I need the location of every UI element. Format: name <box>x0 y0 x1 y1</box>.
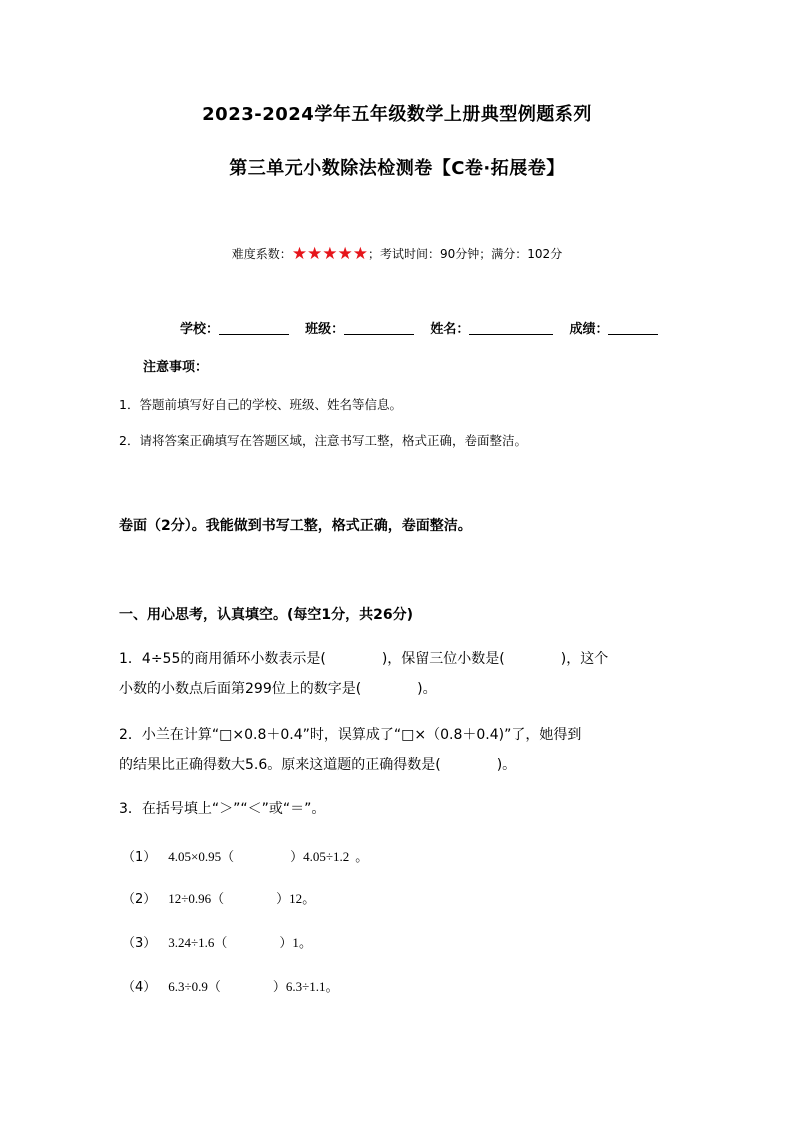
score-label: 成绩： <box>569 322 609 337</box>
notice-heading: 注意事项： <box>143 360 209 375</box>
item-index: （3） <box>122 936 157 951</box>
name-label: 姓名： <box>430 322 470 337</box>
exam-meta <box>0 244 794 264</box>
right-expression: ）4.05÷1.2 <box>290 849 350 864</box>
question-2-line-2: 的结果比正确得数大5.6。原来这道题的正确得数是( )。 <box>119 757 517 773</box>
question-1-line-1: 1．4÷55的商用循环小数表示是( )，保留三位小数是( )，这个 <box>119 651 609 667</box>
right-expression: ）12 <box>276 891 303 906</box>
exam-unit-title: 第三单元小数除法检测卷【C卷·拓展卷】 <box>229 158 565 179</box>
left-expression: 3.24÷1.6（ <box>168 935 228 950</box>
class-label: 班级： <box>305 322 345 337</box>
student-info-row <box>180 318 680 337</box>
school-blank[interactable] <box>219 321 289 335</box>
comparison-item <box>122 888 315 907</box>
exam-series-title: 2023-2024学年五年级数学上册典型例题系列 <box>202 104 592 125</box>
section-heading: 一、用心思考，认真填空。(每空1分，共26分) <box>119 607 414 623</box>
notice-item: 2．请将答案正确填写在答题区域，注意书写工整，格式正确，卷面整洁。 <box>119 433 527 448</box>
question-2-line-1: 2．小兰在计算“□×0.8＋0.4”时，误算成了“□×（0.8＋0.4)”了，她得到 <box>119 727 582 743</box>
notice-item: 1．答题前填写好自己的学校、班级、姓名等信息。 <box>119 397 402 412</box>
left-expression: 4.05×0.95（ <box>168 849 235 864</box>
left-expression: 12÷0.96（ <box>168 891 225 906</box>
name-blank[interactable] <box>469 321 553 335</box>
neatness-requirement: 卷面（2分）。我能做到书写工整，格式正确，卷面整洁。 <box>119 518 472 534</box>
right-expression: ）1 <box>279 935 299 950</box>
class-field <box>305 318 426 337</box>
period: 。 <box>355 850 369 865</box>
score-field <box>569 318 658 337</box>
comparison-item <box>122 976 339 995</box>
comparison-item <box>122 846 368 865</box>
period: 。 <box>325 980 339 995</box>
score-blank[interactable] <box>608 321 658 335</box>
question-1-line-2: 小数的小数点后面第299位上的数字是( )。 <box>119 681 437 697</box>
school-field <box>180 318 301 337</box>
left-expression: 6.3÷0.9（ <box>168 979 221 994</box>
school-label: 学校： <box>180 322 220 337</box>
period: 。 <box>302 892 316 907</box>
question-3: 3．在括号填上“＞”“＜”或“＝”。 <box>119 801 326 817</box>
item-index: （4） <box>122 980 157 995</box>
right-expression: ）6.3÷1.1 <box>272 979 326 994</box>
difficulty-label: 难度系数： <box>231 247 292 261</box>
difficulty-stars-icon: ★★★★★ <box>291 244 369 264</box>
name-field <box>430 318 565 337</box>
item-index: （2） <box>122 892 157 907</box>
item-index: （1） <box>122 850 157 865</box>
comparison-item <box>122 932 312 951</box>
class-blank[interactable] <box>344 321 414 335</box>
time-and-score: ；考试时间：90分钟；满分：102分 <box>368 247 563 261</box>
period: 。 <box>298 936 312 951</box>
